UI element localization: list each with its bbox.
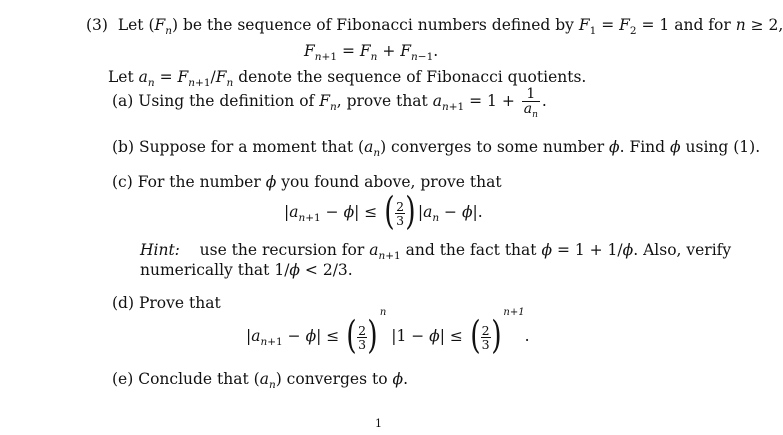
part-b-label: (b) — [112, 138, 135, 156]
part-a: (a) Using the definition of $F_n$, prove that $a_{n+1} = 1$ + $\frac{1}{a_n}$ . — [112, 86, 547, 120]
page-number: 1 — [375, 417, 382, 430]
recurrence-formula: $F_{n+1} = F_n + F_{n-1}$. — [304, 42, 439, 64]
problem-number: (3) — [86, 16, 108, 34]
part-d-label: (d) — [112, 294, 135, 312]
part-a-label: (a) — [112, 92, 134, 110]
hint-label: Hint: — [140, 241, 180, 259]
part-c-label: (c) — [112, 173, 133, 191]
part-d: (d) Prove that — [112, 294, 221, 312]
part-c-hint: Hint: use the recursion for $a_{n+1}$ and the fact that ϕ = 1 + 1/ϕ. Also, verify — [140, 241, 732, 263]
part-d-formula: $|a_{n+1} - \phi|$ ≤ ( $\frac{2}{3}$ )$^n$ |1 − ϕ| ≤ ( $\frac{2}{3}$ )$^{n+1}$. — [246, 307, 530, 357]
part-c-formula: $|a_{n+1} - \phi|$ ≤ ( $\frac{2}{3}$ ) $|a_n - \phi|$. — [284, 189, 483, 233]
part-c: (c) For the number ϕ you found above, prove that — [112, 173, 502, 191]
part-e: (e) Conclude that $(a_n)$ converges to ϕ. — [112, 370, 408, 392]
part-c-hint-2: numerically that 1/ϕ < 2/3. — [140, 261, 353, 279]
fraction-1-over-an: $\frac{1}{a_n}$ — [523, 86, 538, 120]
problem-intro: (3) Let $(F_n)$ be the sequence of Fibonacci numbers defined by $F_1 = F_2 = 1$ and for n ≥ 2, — [86, 16, 783, 38]
definition-line: Let $a_n = F_{n+1}/F_n$ denote the sequence of Fibonacci quotients. — [108, 68, 587, 90]
part-e-label: (e) — [112, 370, 134, 388]
part-b: (b) Suppose for a moment that $(a_n)$ converges to some number ϕ. Find ϕ using (1). — [112, 138, 761, 160]
